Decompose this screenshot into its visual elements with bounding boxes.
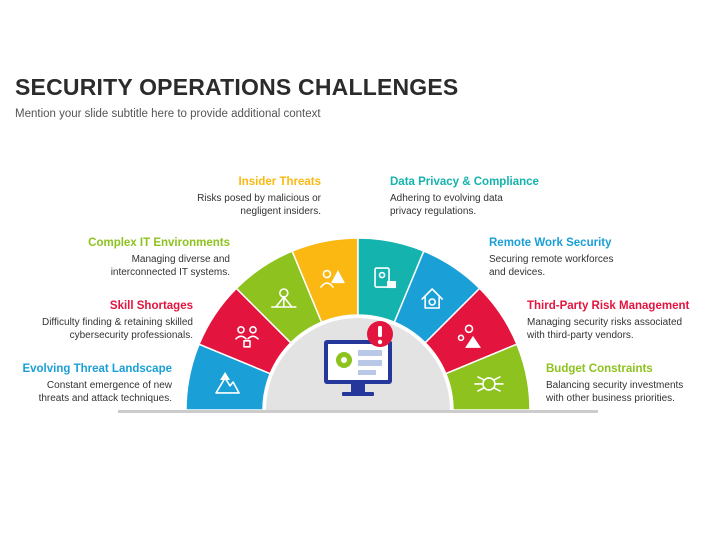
item-title: Third-Party Risk Management	[527, 300, 690, 312]
item-description: Difficulty finding & retaining skilled cybersecurity professionals.	[41, 317, 193, 341]
item-title: Remote Work Security	[489, 237, 612, 249]
item-description: Risks posed by malicious or negligent insiders.	[197, 193, 321, 217]
item-title: Evolving Threat Landscape	[22, 363, 172, 375]
item-title: Skill Shortages	[109, 300, 193, 312]
item-evolving-threat-landscape	[0, 362, 172, 405]
item-description: Securing remote workforces and devices.	[489, 254, 614, 278]
item-remote-work-security	[489, 236, 720, 279]
item-title: Complex IT Environments	[88, 237, 230, 249]
page-subtitle: Mention your slide subtitle here to provide additional context	[15, 108, 321, 120]
item-complex-it-environments	[0, 236, 230, 279]
item-budget-constraints	[546, 362, 720, 405]
item-description: Managing security risks associated with third-party vendors.	[527, 317, 683, 341]
item-description: Constant emergence of new threats and attack techniques.	[38, 380, 172, 404]
baseline-divider	[118, 410, 598, 413]
item-description: Balancing security investments with other business priorities.	[546, 380, 684, 404]
item-title: Budget Constraints	[546, 363, 653, 375]
page-title: SECURITY OPERATIONS CHALLENGES	[15, 74, 459, 100]
item-description: Adhering to evolving data privacy regulations.	[390, 193, 503, 217]
item-third-party-risk-management	[527, 299, 720, 342]
item-skill-shortages	[0, 299, 193, 342]
item-data-privacy-compliance	[390, 175, 625, 218]
item-title: Data Privacy & Compliance	[390, 176, 539, 188]
item-description: Managing diverse and interconnected IT systems.	[110, 254, 230, 278]
item-title: Insider Threats	[238, 176, 321, 188]
item-insider-threats	[86, 175, 321, 218]
